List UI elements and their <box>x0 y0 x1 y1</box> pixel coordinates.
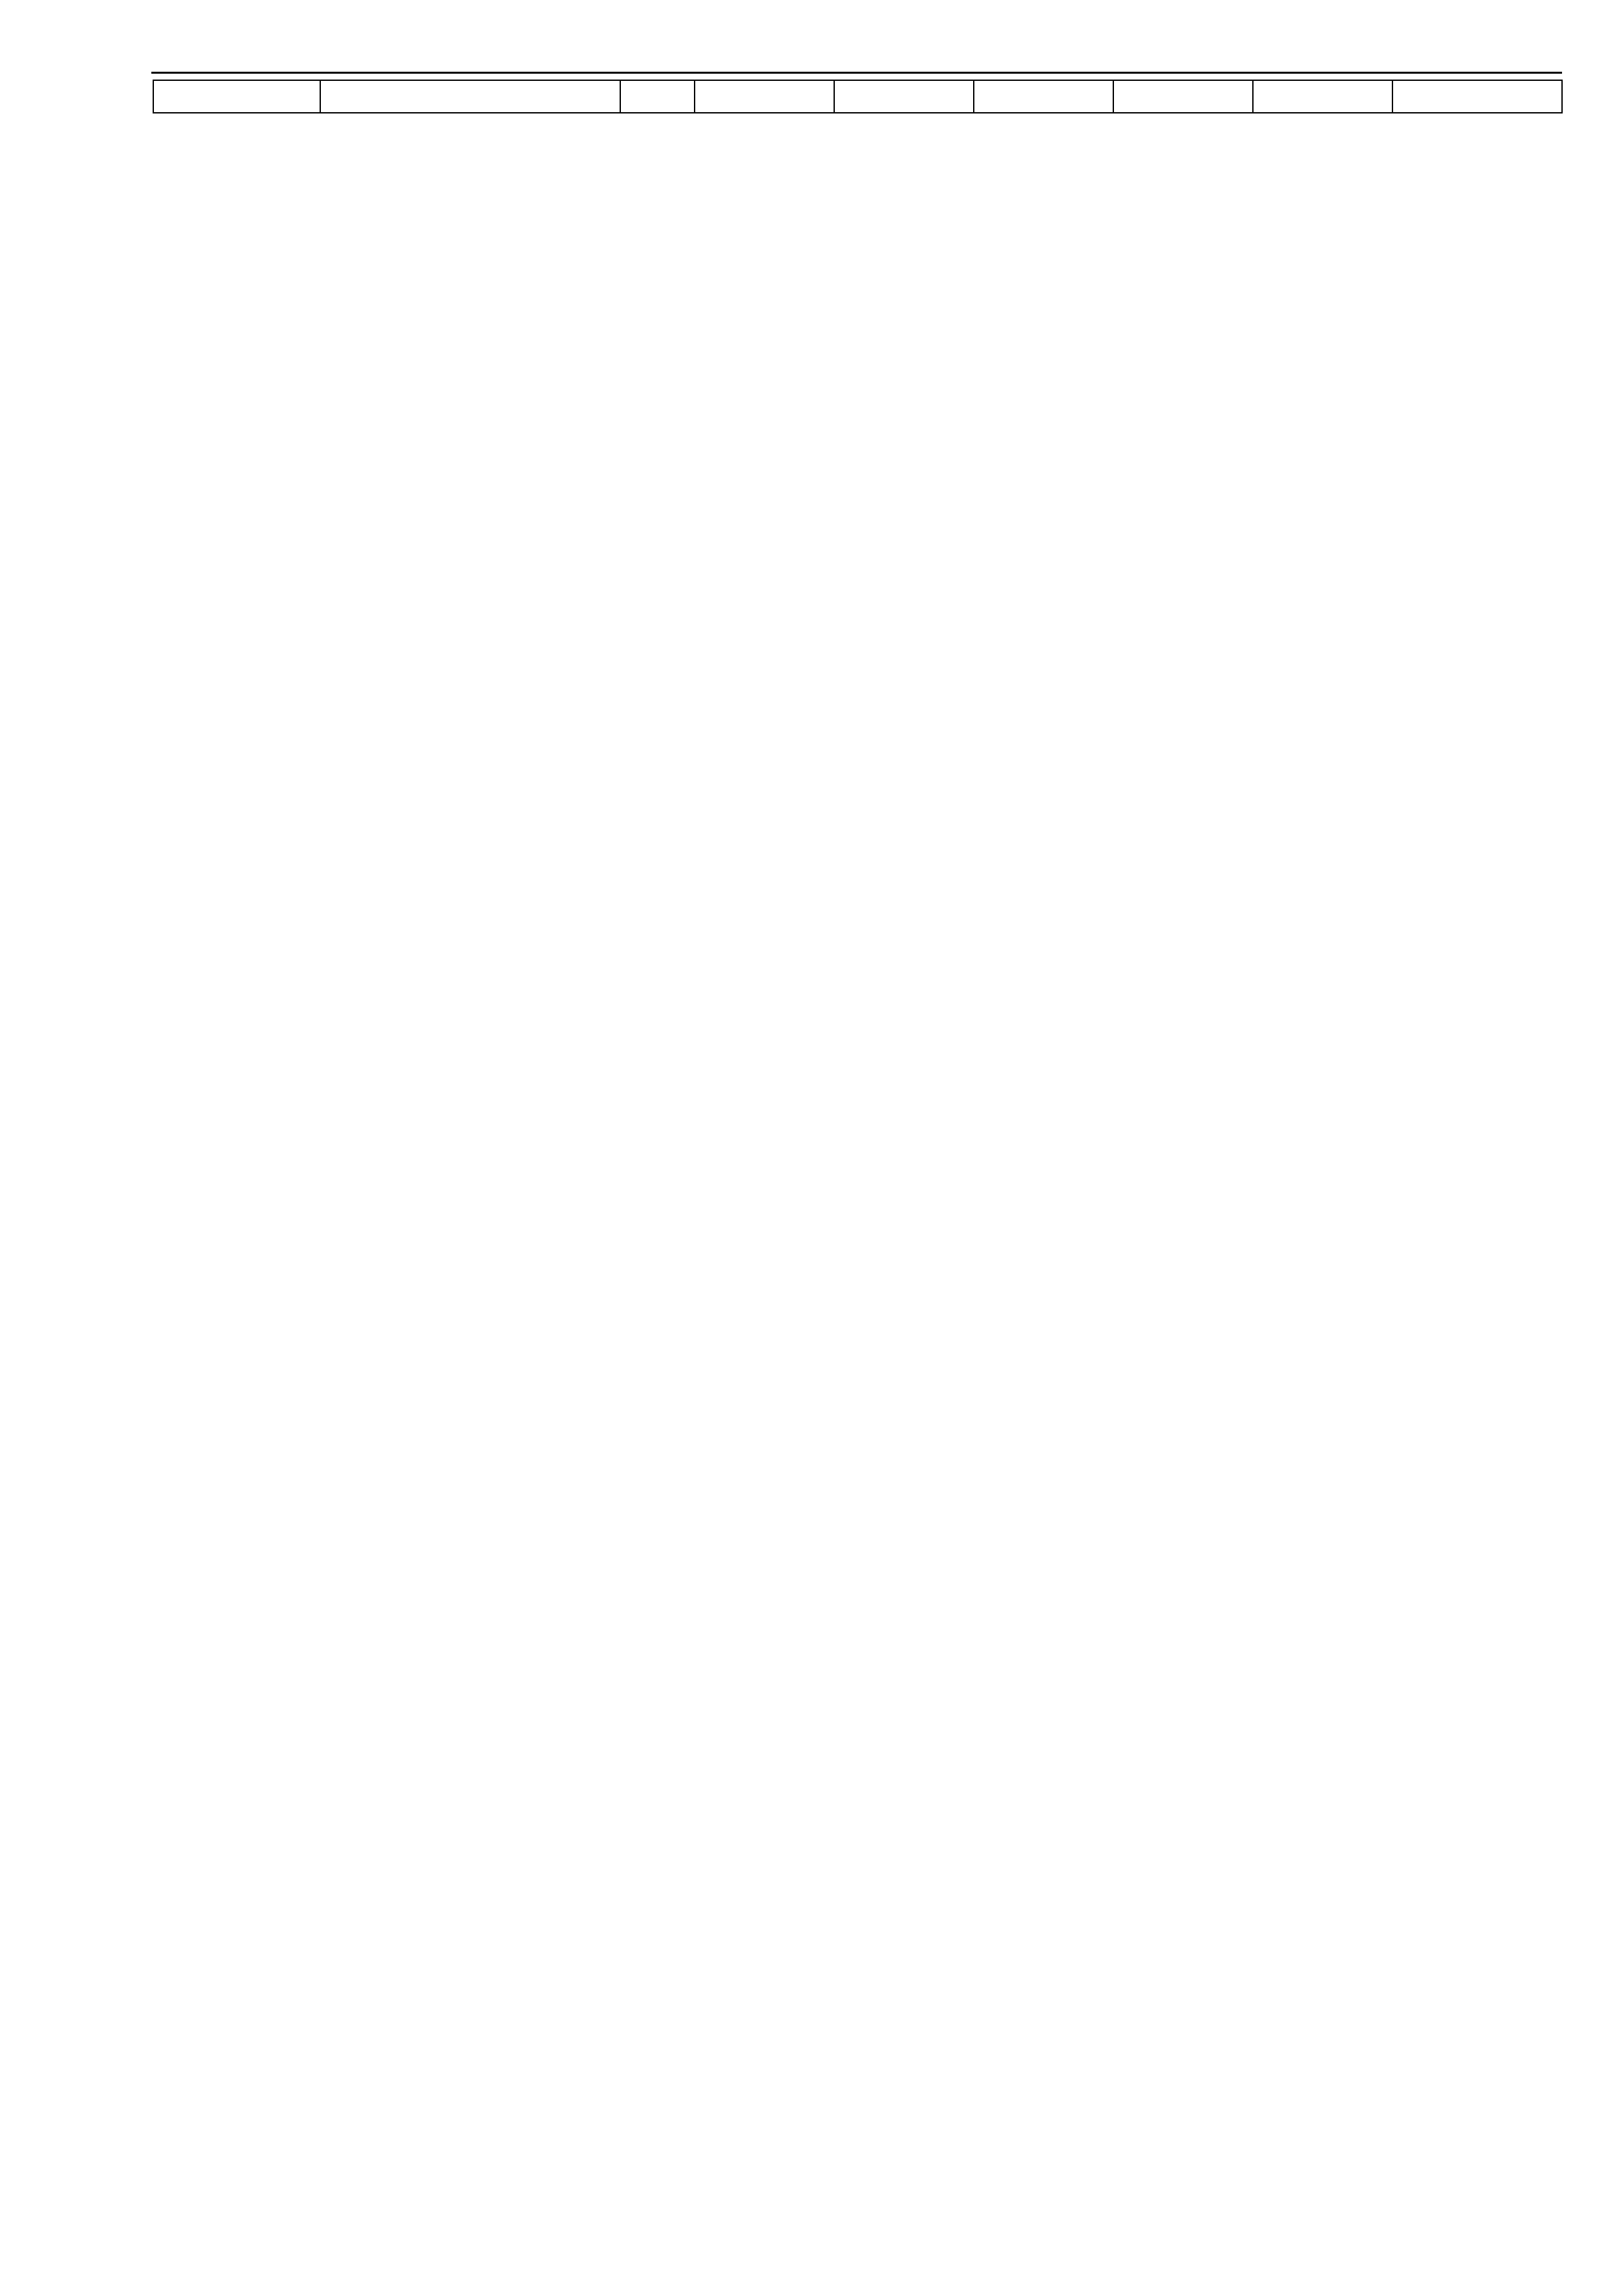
column-number <box>695 80 834 113</box>
column-number <box>974 80 1113 113</box>
header-rule <box>151 72 1562 74</box>
column-number <box>1392 80 1562 113</box>
table-body <box>153 80 1562 113</box>
column-number <box>834 80 974 113</box>
rates-table <box>153 80 1563 113</box>
column-number <box>1253 80 1392 113</box>
column-number <box>153 80 320 113</box>
column-number <box>620 80 695 113</box>
column-number <box>320 80 620 113</box>
column-number <box>1113 80 1253 113</box>
column-number-row <box>153 80 1562 113</box>
